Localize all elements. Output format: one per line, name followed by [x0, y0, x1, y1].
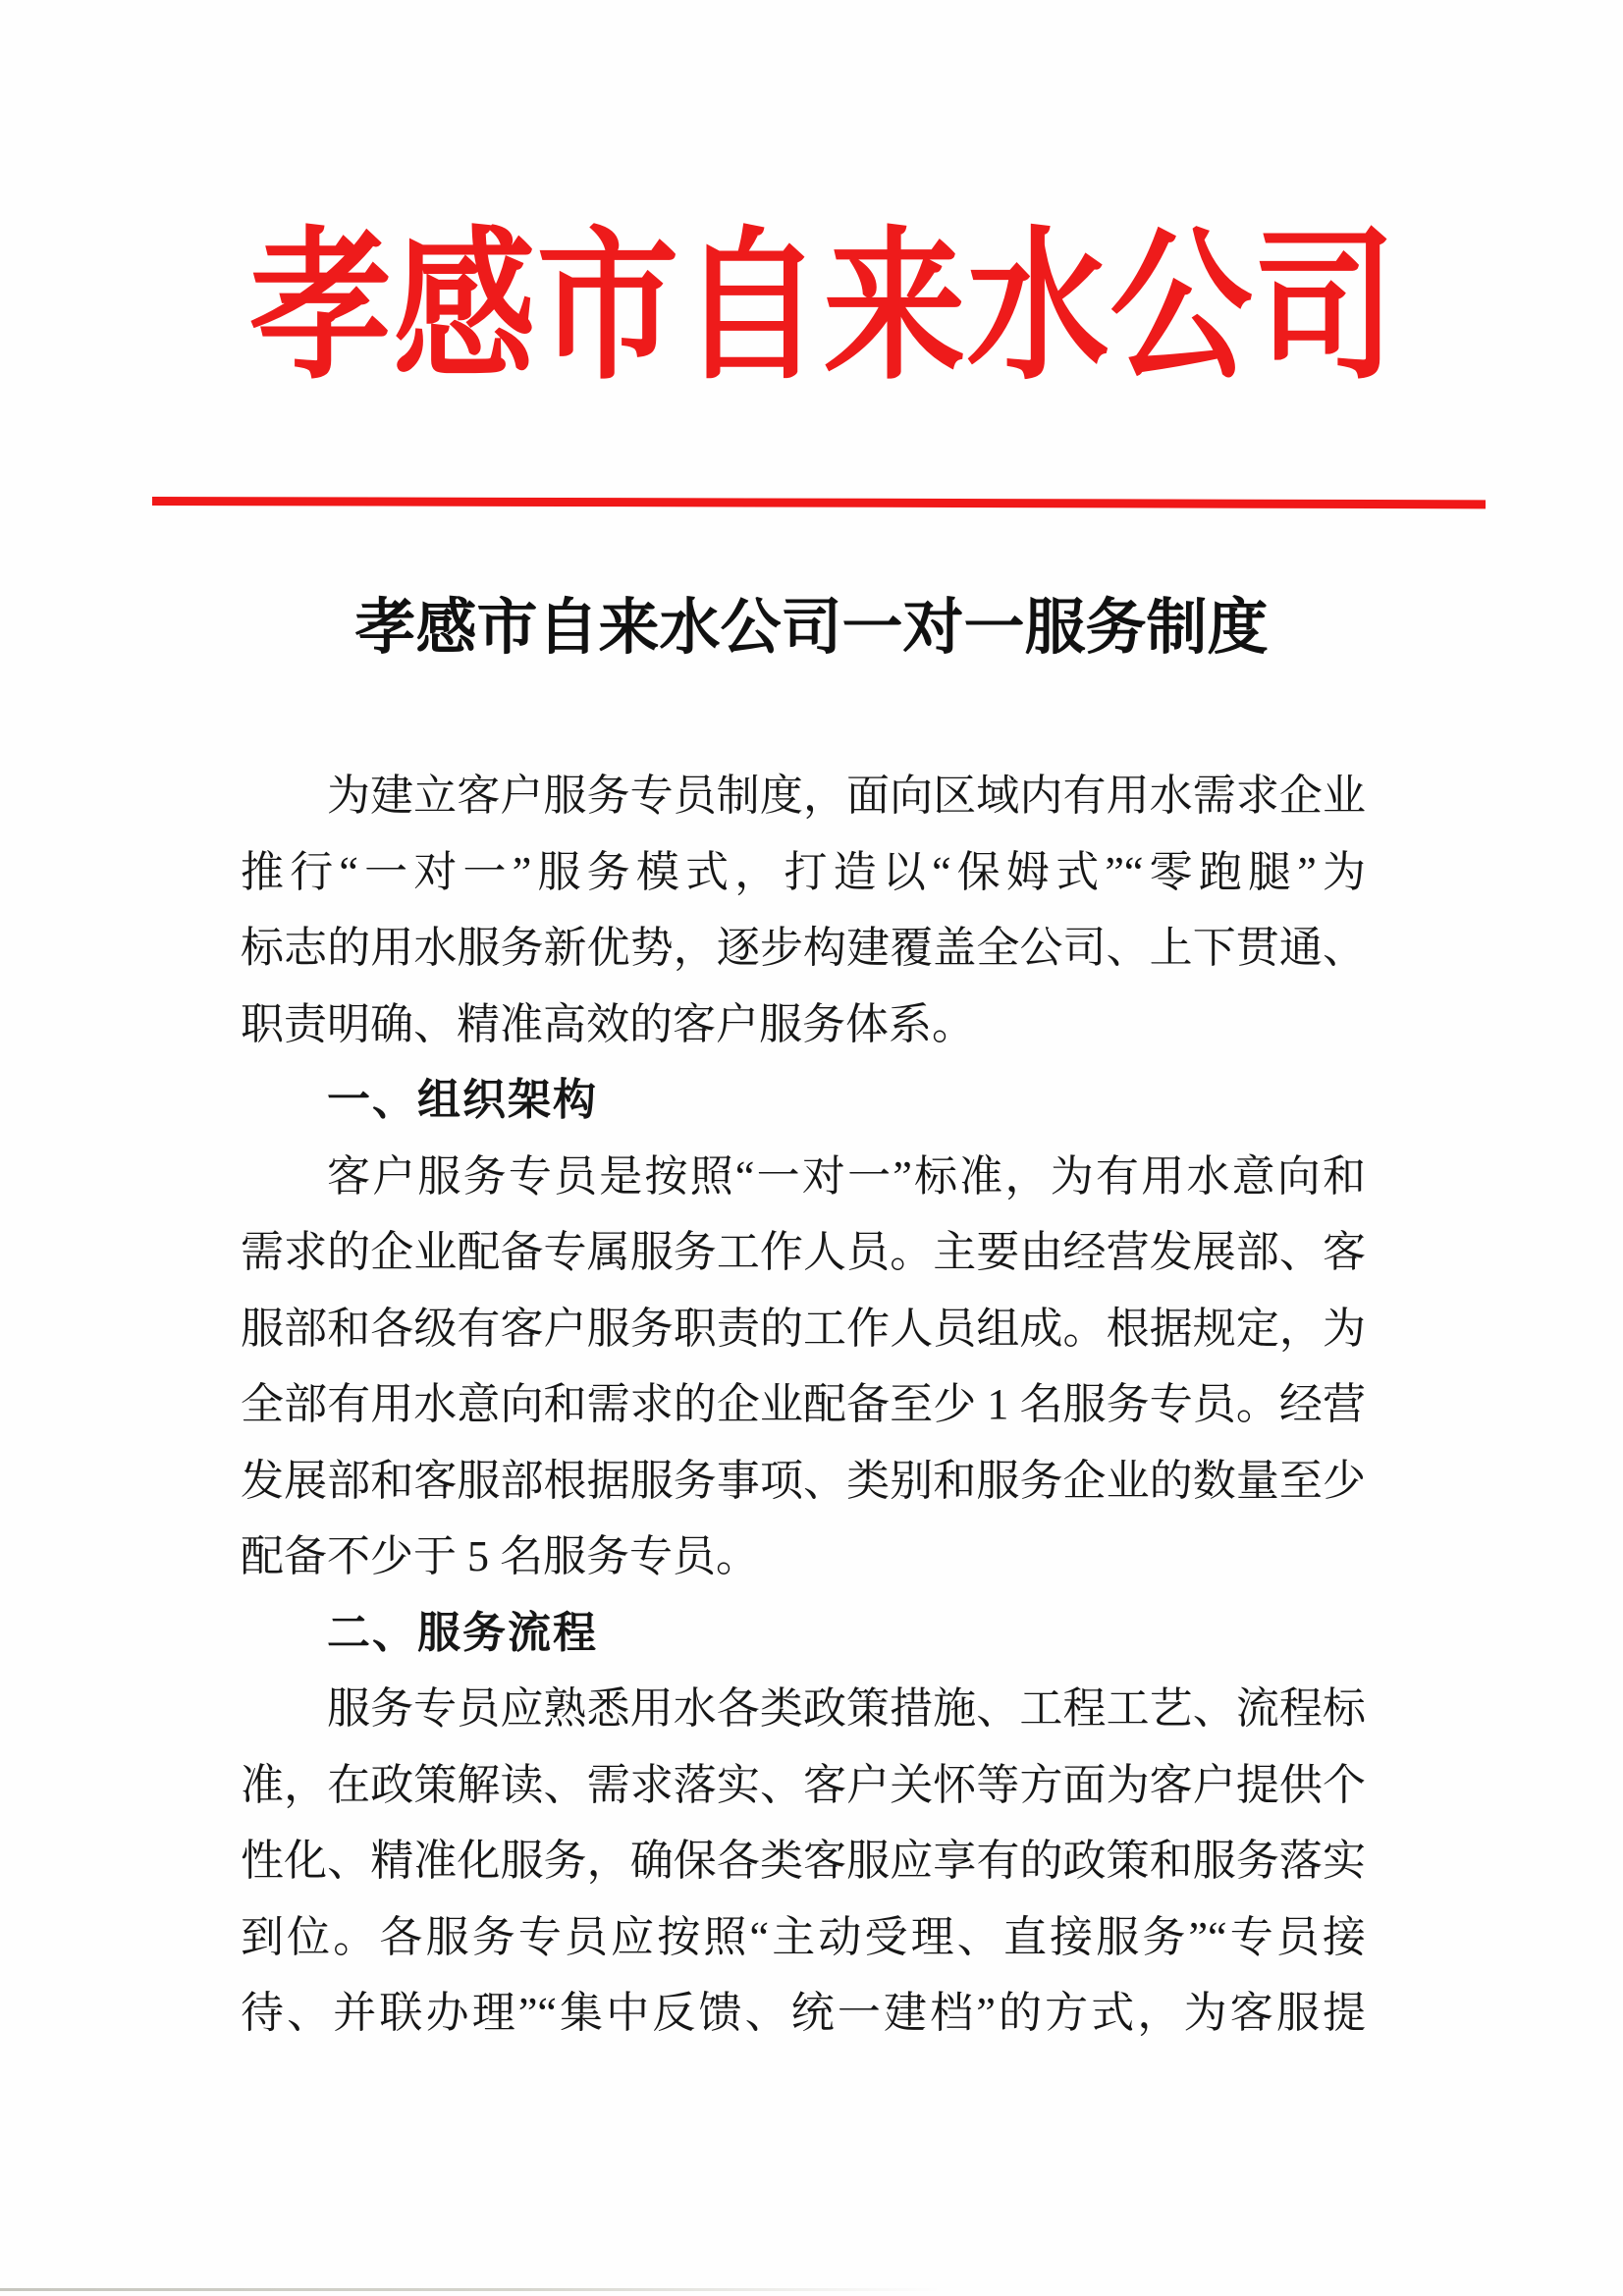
text-line: 性化、精准化服务，确保各类客服应享有的政策和服务落实 — [241, 1837, 1366, 1885]
text-line: 推行“一对一”服务模式，打造以“保姆式”“零跑腿”为 — [241, 847, 1366, 896]
text-line: 全部有用水意向和需求的企业配备至少 1 名服务专员。经营 — [241, 1380, 1366, 1428]
text-line: 服部和各级有客户服务职责的工作人员组成。根据规定，为 — [241, 1304, 1366, 1353]
document-body — [241, 758, 1366, 2052]
section-heading-service-process: 二、服务流程 — [327, 1608, 598, 1657]
letterhead-red-divider — [152, 497, 1486, 508]
text-line: 配备不少于 5 名服务专员。 — [241, 1532, 759, 1580]
text-line: 准，在政策解读、需求落实、客户关怀等方面为客户提供个 — [241, 1760, 1366, 1809]
text-line: 需求的企业配备专属服务工作人员。主要由经营发展部、客 — [241, 1228, 1366, 1276]
text-line: 服务专员应熟悉用水各类政策措施、工程工艺、流程标 — [327, 1684, 1366, 1733]
scan-edge-artifact — [0, 2288, 943, 2291]
letterhead-company-name: 孝感市自来水公司 — [249, 218, 1397, 400]
text-line: 发展部和客服部根据服务事项、类别和服务企业的数量至少 — [241, 1456, 1366, 1505]
section-heading-organization: 一、组织架构 — [327, 1076, 598, 1124]
text-line: 职责明确、精准高效的客户服务体系。 — [241, 999, 975, 1048]
document-title: 孝感市自来水公司一对一服务制度 — [354, 595, 1269, 662]
text-line: 客户服务专员是按照“一对一”标准，为有用水意向和 — [327, 1151, 1366, 1201]
text-line: 标志的用水服务新优势，逐步构建覆盖全公司、上下贯通、 — [241, 924, 1366, 972]
text-line: 待、并联办理”“集中反馈、统一建档”的方式，为客服提 — [241, 1989, 1366, 2037]
text-line: 到位。各服务专员应按照“主动受理、直接服务”“专员接 — [241, 1912, 1366, 1961]
text-line: 为建立客户服务专员制度，面向区域内有用水需求企业 — [327, 772, 1366, 820]
